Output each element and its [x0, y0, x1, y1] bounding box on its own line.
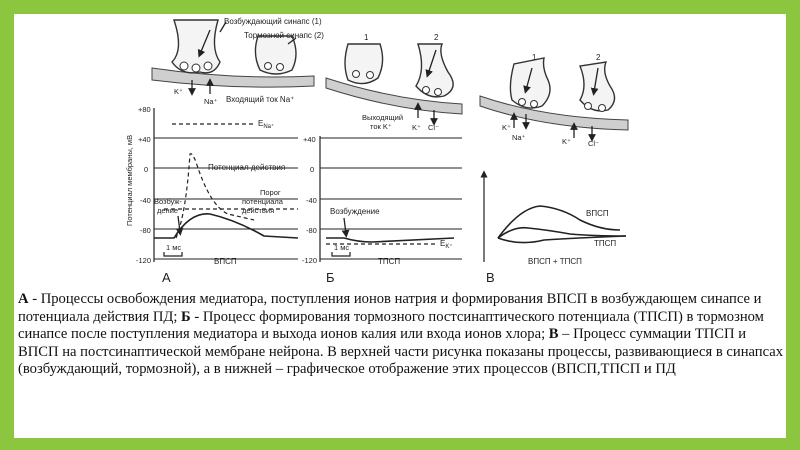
- panel-letter-b: Б: [326, 270, 335, 285]
- ion-na-label-c: Na⁺: [512, 133, 526, 142]
- sum-label-c: ВПСП + ТПСП: [528, 257, 582, 266]
- y-tick-b: -120: [302, 256, 318, 265]
- e-na-label: $E_{Na^+}$: [258, 119, 275, 130]
- panel-a-synapse: [152, 17, 324, 106]
- action-potential-label: Потенциал действия: [208, 163, 286, 172]
- y-tick-b: -40: [306, 196, 317, 205]
- ion-k-label-c: K⁺: [502, 123, 511, 132]
- synapse-figure: [14, 14, 786, 290]
- time-scale-a: 1 мс: [166, 243, 182, 252]
- threshold-label-1: Порог: [260, 188, 281, 197]
- excitatory-terminal-c: [510, 58, 550, 108]
- synapse-num-1-c: 1: [532, 53, 537, 62]
- epsp-axis-label-a: ВПСП: [214, 257, 237, 266]
- y-tick-a: +40: [138, 135, 151, 144]
- y-tick-a: -80: [140, 226, 151, 235]
- excitation-label-1: Возбуж-: [154, 197, 182, 206]
- synapse-num-1-b: 1: [364, 33, 369, 42]
- y-tick-b: 0: [310, 165, 315, 174]
- caption-text-a: - Процессы освобождения медиатора, поступления ионов натрия и формирования ВПСП в возбуждающем синапсе и потенциала действия ПД;: [18, 291, 762, 325]
- ipsp-axis-label-b: ТПСП: [378, 257, 401, 266]
- panel-b-graph: [302, 135, 462, 285]
- ion-k-label-b: K⁺: [412, 123, 421, 132]
- excitation-label-2: дение: [157, 206, 179, 215]
- figure-caption: [18, 291, 784, 379]
- y-tick-a: +80: [138, 105, 151, 114]
- ion-cl-label-c: Cl⁻: [588, 139, 600, 148]
- ion-cl-label-b: Cl⁻: [428, 123, 440, 132]
- epsp-label-c: ВПСП: [586, 209, 609, 218]
- caption-text-c: – Процесс суммации ТПСП и ВПСП на постсинаптической мембране нейрона. В верхней части рисунка показаны процессы, развивающиеся в синапсах (возбуждающий, тормозной), а в нижней – графическое отображение этих процессов (ВПСП,ТПСП и ПД: [18, 326, 784, 378]
- outward-current-label-2: ток K⁺: [370, 122, 392, 131]
- inhibitory-terminal-b: [416, 44, 453, 97]
- ion-k2-label-c: K⁺: [562, 137, 571, 146]
- caption-text-b: - Процесс формирования тормозного постсинаптического потенциала (ТПСП) в тормозном синапсе после поступления медиатора и выхода ионов калия или входа ионов хлора;: [18, 308, 764, 343]
- threshold-label-2: потенциала: [242, 197, 283, 206]
- caption-letter-c: В: [548, 326, 559, 343]
- panel-letter-c: В: [486, 270, 495, 285]
- panel-b-synapse: [326, 33, 462, 132]
- ipsp-label-c: ТПСП: [594, 239, 617, 248]
- panel-c-synapse: [480, 53, 628, 148]
- excitatory-synapse-label: Возбуждающий синапс (1): [224, 17, 322, 26]
- inhibitory-synapse-label: Тормозной синапс (2): [244, 31, 324, 40]
- inhibitory-terminal-a: [255, 36, 296, 74]
- caption-letter-b: Б: [181, 308, 191, 325]
- ipsp-curve-b: [326, 238, 454, 242]
- y-ticks-b: [302, 135, 317, 265]
- time-scale-b: 1 мс: [334, 243, 350, 252]
- y-tick-a: 0: [144, 165, 149, 174]
- e-k-label: $E_{K^+}$: [440, 239, 453, 250]
- panel-c-graph: [484, 174, 626, 285]
- y-tick-b: -80: [306, 226, 317, 235]
- slide: [14, 14, 786, 438]
- synapse-num-2-b: 2: [434, 33, 439, 42]
- ion-k-label-a: K⁺: [174, 87, 183, 96]
- threshold-label-3: действия: [242, 206, 275, 215]
- y-tick-a: -40: [140, 196, 151, 205]
- y-tick-a: -120: [136, 256, 152, 265]
- synapse-num-2-c: 2: [596, 53, 601, 62]
- ion-na-label-a: Na⁺: [204, 97, 218, 106]
- excitation-label-b: Возбуждение: [330, 207, 380, 216]
- epsp-curve-a: [154, 214, 298, 238]
- y-ticks-a: [136, 105, 151, 265]
- outward-current-label-1: Выходящий: [362, 113, 404, 122]
- y-axis-label: Потенциал мембраны, мВ: [125, 134, 134, 226]
- na-current-label: Входящий ток Na⁺: [226, 95, 295, 104]
- excitatory-terminal-b: [345, 44, 383, 84]
- y-tick-b: +40: [303, 135, 316, 144]
- panel-a-graph: [125, 105, 298, 285]
- panel-letter-a: А: [162, 270, 171, 285]
- caption-letter-a: А: [18, 291, 29, 307]
